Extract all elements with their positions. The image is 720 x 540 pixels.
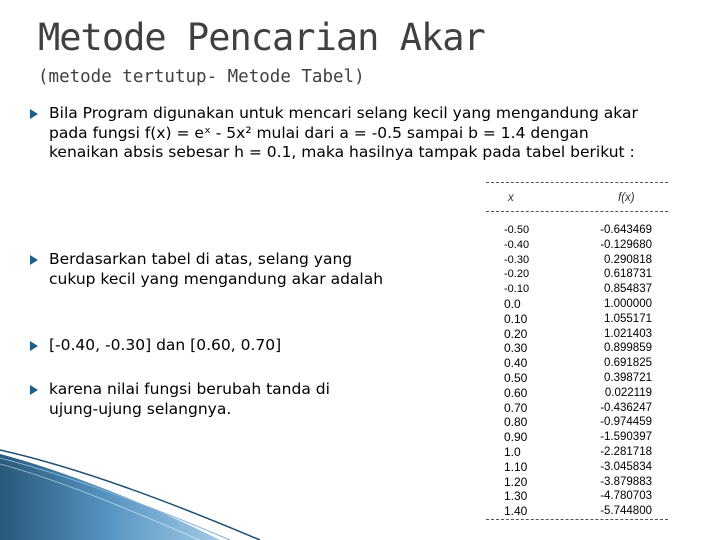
cell-fx: 0.618731 [604, 268, 652, 281]
cell-x: -0.10 [504, 283, 530, 296]
table-row [486, 253, 668, 268]
table-row [486, 223, 668, 238]
cell-x: 0.50 [504, 370, 528, 385]
paragraph-conclusion: Berdasarkan tabel di atas, selang yang cukup kecil yang mengandung akar adalah [49, 250, 384, 288]
cell-x: 1.20 [504, 474, 528, 489]
cell-fx: 0.398721 [604, 371, 652, 384]
cell-fx: -0.129680 [600, 238, 652, 251]
bullet-icon [30, 385, 38, 395]
cell-fx: -3.879883 [600, 475, 652, 488]
table-row [486, 356, 668, 371]
cell-x: 0.40 [504, 356, 528, 371]
cell-x: 1.10 [504, 459, 528, 474]
cell-fx: -0.643469 [600, 224, 652, 236]
cell-fx: 0.691825 [604, 357, 652, 370]
table-row [486, 327, 668, 342]
cell-fx: -4.780703 [600, 490, 652, 503]
cell-x: 0.90 [504, 430, 528, 445]
cell-x: -0.50 [504, 224, 530, 236]
cell-fx: 0.854837 [604, 283, 652, 296]
table-row [486, 401, 668, 416]
paragraph-reason: karena nilai fungsi berubah tanda di ujung-ujung selangnya. [49, 380, 330, 418]
cell-x: -0.40 [504, 238, 530, 251]
cell-fx: 0.290818 [604, 253, 652, 266]
paragraph-intro: Bila Program digunakan untuk mencari selang kecil yang mengandung akar pada fungsi f(x) = eˣ - 5x² mulai dari a = -0.5 sampai b = 1.4 dengan kenaikan absis sebesar h = 0.1, maka hasilnya tampak pada tabel berikut : [49, 104, 638, 161]
cell-x: 0.30 [504, 341, 528, 356]
cell-fx: -5.744800 [600, 505, 652, 518]
decorative-wave-corner [0, 440, 720, 540]
table-row [486, 297, 668, 312]
cell-x: 1.40 [504, 504, 528, 519]
bullet-icon [30, 341, 38, 351]
cell-x: -0.20 [504, 268, 530, 281]
cell-fx: 1.055171 [604, 312, 652, 325]
cell-x: 0.70 [504, 400, 528, 415]
cell-fx: -0.974459 [600, 416, 652, 429]
table-header-x: x [508, 192, 514, 204]
bullet-icon [30, 109, 38, 119]
cell-fx: -2.281718 [600, 445, 652, 458]
cell-x: 1.0 [504, 444, 521, 459]
table-rule-top [486, 182, 668, 183]
table-row [486, 341, 668, 356]
cell-x: 0.10 [504, 311, 528, 326]
cell-x: 1.30 [504, 489, 528, 504]
table-header-fx: f(x) [618, 192, 635, 204]
cell-x: -0.30 [504, 253, 530, 266]
table-row [486, 282, 668, 297]
cell-fx: 1.021403 [604, 327, 652, 340]
cell-fx: 0.899859 [604, 342, 652, 355]
bullet-icon [30, 255, 38, 265]
cell-fx: 0.022119 [604, 386, 652, 399]
cell-x: 0.60 [504, 385, 528, 400]
cell-x: 0.0 [504, 296, 521, 311]
table-rule-header [486, 211, 668, 212]
cell-fx: -3.045834 [600, 460, 652, 473]
cell-x: 0.80 [504, 415, 528, 430]
table-row [486, 371, 668, 386]
table-row [486, 386, 668, 401]
slide-title: Metode Pencarian Akar [38, 16, 485, 59]
cell-fx: 1.000000 [604, 297, 652, 310]
cell-fx: -1.590397 [600, 431, 652, 444]
table-row [486, 312, 668, 327]
paragraph-intervals: [-0.40, -0.30] dan [0.60, 0.70] [49, 336, 282, 354]
slide-subtitle: (metode tertutup- Metode Tabel) [38, 67, 365, 87]
cell-fx: -0.436247 [600, 401, 652, 414]
table-row [486, 238, 668, 253]
table-row [486, 415, 668, 430]
cell-x: 0.20 [504, 326, 528, 341]
table-row [486, 267, 668, 282]
